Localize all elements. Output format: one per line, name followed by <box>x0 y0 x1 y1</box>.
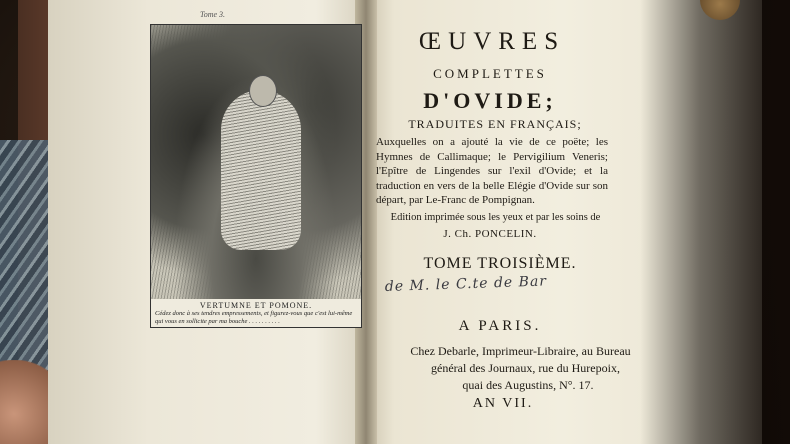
title-blurb: Auxquelles on a ajouté la vie de ce poëte; les Hymnes de Callimaque; le Pervigilium Veneris; l'Epître de Lingendes sur l'exil d'Ovide; et la traduction en vers de la belle Elégie d'Ovide sur son départ, par Le-Franc de Pompignan. <box>376 136 608 206</box>
title-traduites: TRADUITES EN FRANÇAIS; <box>408 117 582 131</box>
plate-volume-label: Tome 3. <box>200 10 226 19</box>
caption-title: VERTUMNE ET POMONE. <box>199 301 313 310</box>
engraved-figure <box>221 90 301 250</box>
imprint-year: AN VII. <box>472 396 534 411</box>
imprint-place: A PARIS. <box>458 318 542 334</box>
volume-label: TOME TROISIÈME. <box>423 255 577 272</box>
caption-text: Cédez donc à ses tendres empressements, et figurez-vous que c'est lui-même qui vous en sollicite par ma bouche . . . . . . . . . . <box>155 310 353 325</box>
edition-line: Edition imprimée sous les yeux et par les soins de <box>390 212 601 223</box>
background-shadow <box>640 0 790 444</box>
imprint-publisher-3: quai des Augustins, N°. 17. <box>462 378 594 392</box>
title-oeuvres: ŒUVRES <box>418 28 566 55</box>
imprint-publisher-1: Chez Debarle, Imprimeur-Libraire, au Bureau <box>410 344 631 358</box>
plate-caption <box>150 299 362 328</box>
engraving-illustration <box>150 24 362 301</box>
editor-name: J. Ch. PONCELIN. <box>443 228 537 240</box>
imprint-publisher-2: général des Journaux, rue du Hurepoix, <box>431 361 620 375</box>
title-complettes: COMPLETTES <box>433 66 547 81</box>
engraved-figure-head <box>249 75 277 107</box>
handwritten-inscription: de M. le C.te de Bar <box>384 273 548 296</box>
title-ovide: D'OVIDE; <box>423 88 557 113</box>
